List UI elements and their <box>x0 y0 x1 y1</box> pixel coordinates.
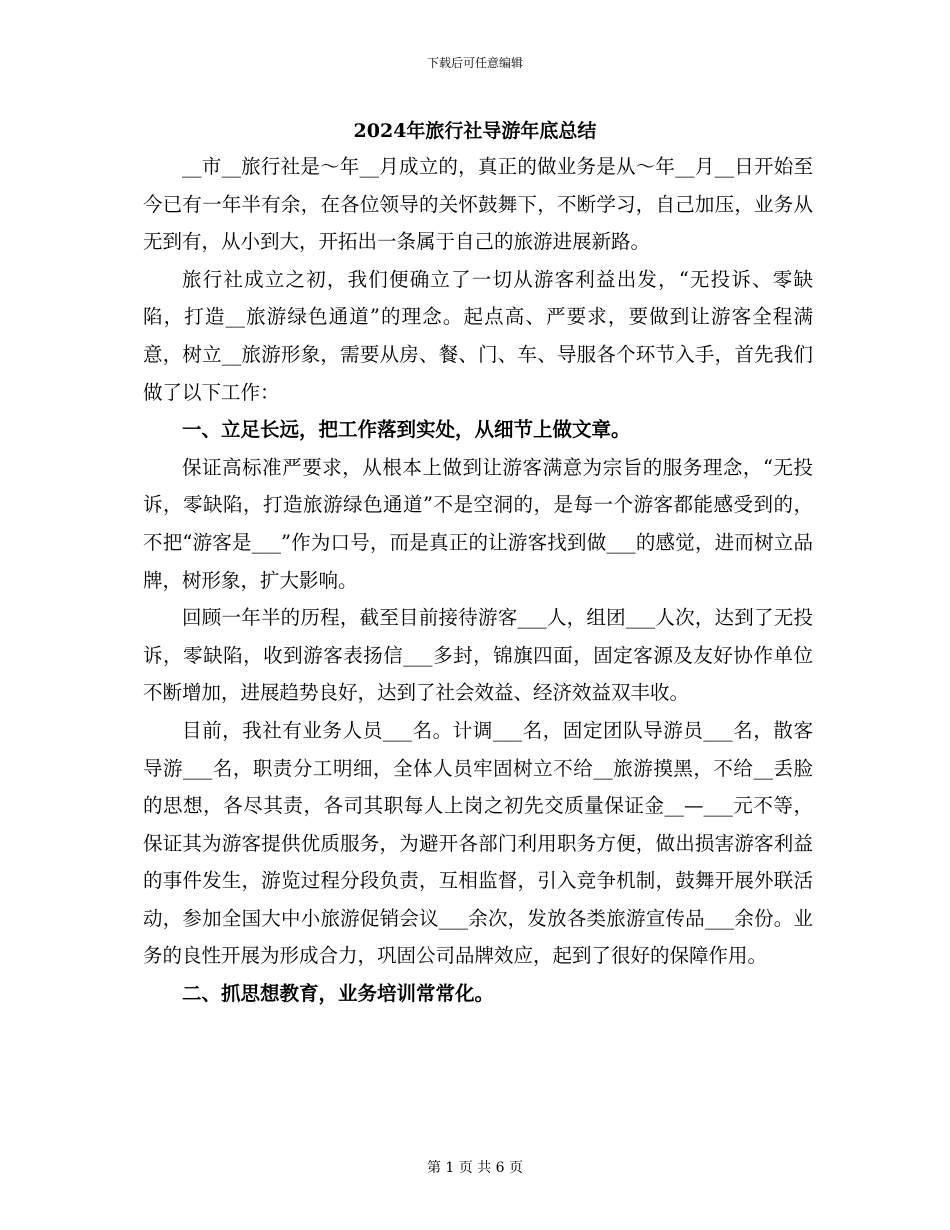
section-heading-1: 一、立足长远，把工作落到实处，从细节上做文章。 <box>182 418 631 442</box>
document-title: 2024年旅行社导游年底总结 <box>353 120 597 142</box>
header-note: 下载后可任意编辑 <box>426 56 523 70</box>
paragraph-review: 回顾一年半的历程，截至目前接待游客___人，组团___人次，达到了无投诉，零缺陷，收到游客表扬信___多封，锦旗四面，固定客源及友好协作单位不断增加，进展趋势良好，达到了社会效益、经济效益双丰收。 <box>143 606 813 705</box>
page-number: 第 1 页 共 6 页 <box>426 1160 524 1176</box>
paragraph-service-standard: 保证高标准严要求，从根本上做到让游客满意为宗旨的服务理念，“无投诉，零缺陷，打造旅游绿色通道”不是空洞的，是每一个游客都能感受到的，不把“游客是___”作为口号，而是真正的让游客找到做___的感觉，进而树立品牌，树形象，扩大影响。 <box>143 455 813 592</box>
section-heading-2: 二、抓思想教育，业务培训常常化。 <box>182 982 495 1006</box>
paragraph-intro: __市__旅行社是～年__月成立的，真正的做业务是从～年__月__日开始至今已有一年半有余，在各位领导的关怀鼓舞下，不断学习，自己加压，业务从无到有，从小到大，开拓出一条属于自己的旅游进展新路。 <box>143 155 813 254</box>
paragraph-staffing: 目前，我社有业务人员___名。计调___名，固定团队导游员___名，散客导游___名，职责分工明细，全体人员牢固树立不给__旅游摸黑，不给__丢脸的思想，各尽其责，各司其职每人上岗之初先交质量保证金__—___元不等，保证其为游客提供优质服务，为避开各部门利用职务方便，做出损害游客利益的事件发生，游览过程分段负责，互相监督，引入竞争机制，鼓舞开展外联活动，参加全国大中小旅游促销会议___余次，发放各类旅游宣传品___余份。业务的良性开展为形成合力，巩固公司品牌效应，起到了很好的保障作用。 <box>143 718 813 968</box>
document-body <box>143 148 813 1013</box>
paragraph-founding-philosophy: 旅行社成立之初，我们便确立了一切从游客利益出发，“无投诉、零缺陷，打造__旅游绿色通道”的理念。起点高、严要求，要做到让游客全程满意，树立__旅游形象，需要从房、餐、门、车、导服各个环节入手，首先我们做了以下工作： <box>143 267 813 404</box>
